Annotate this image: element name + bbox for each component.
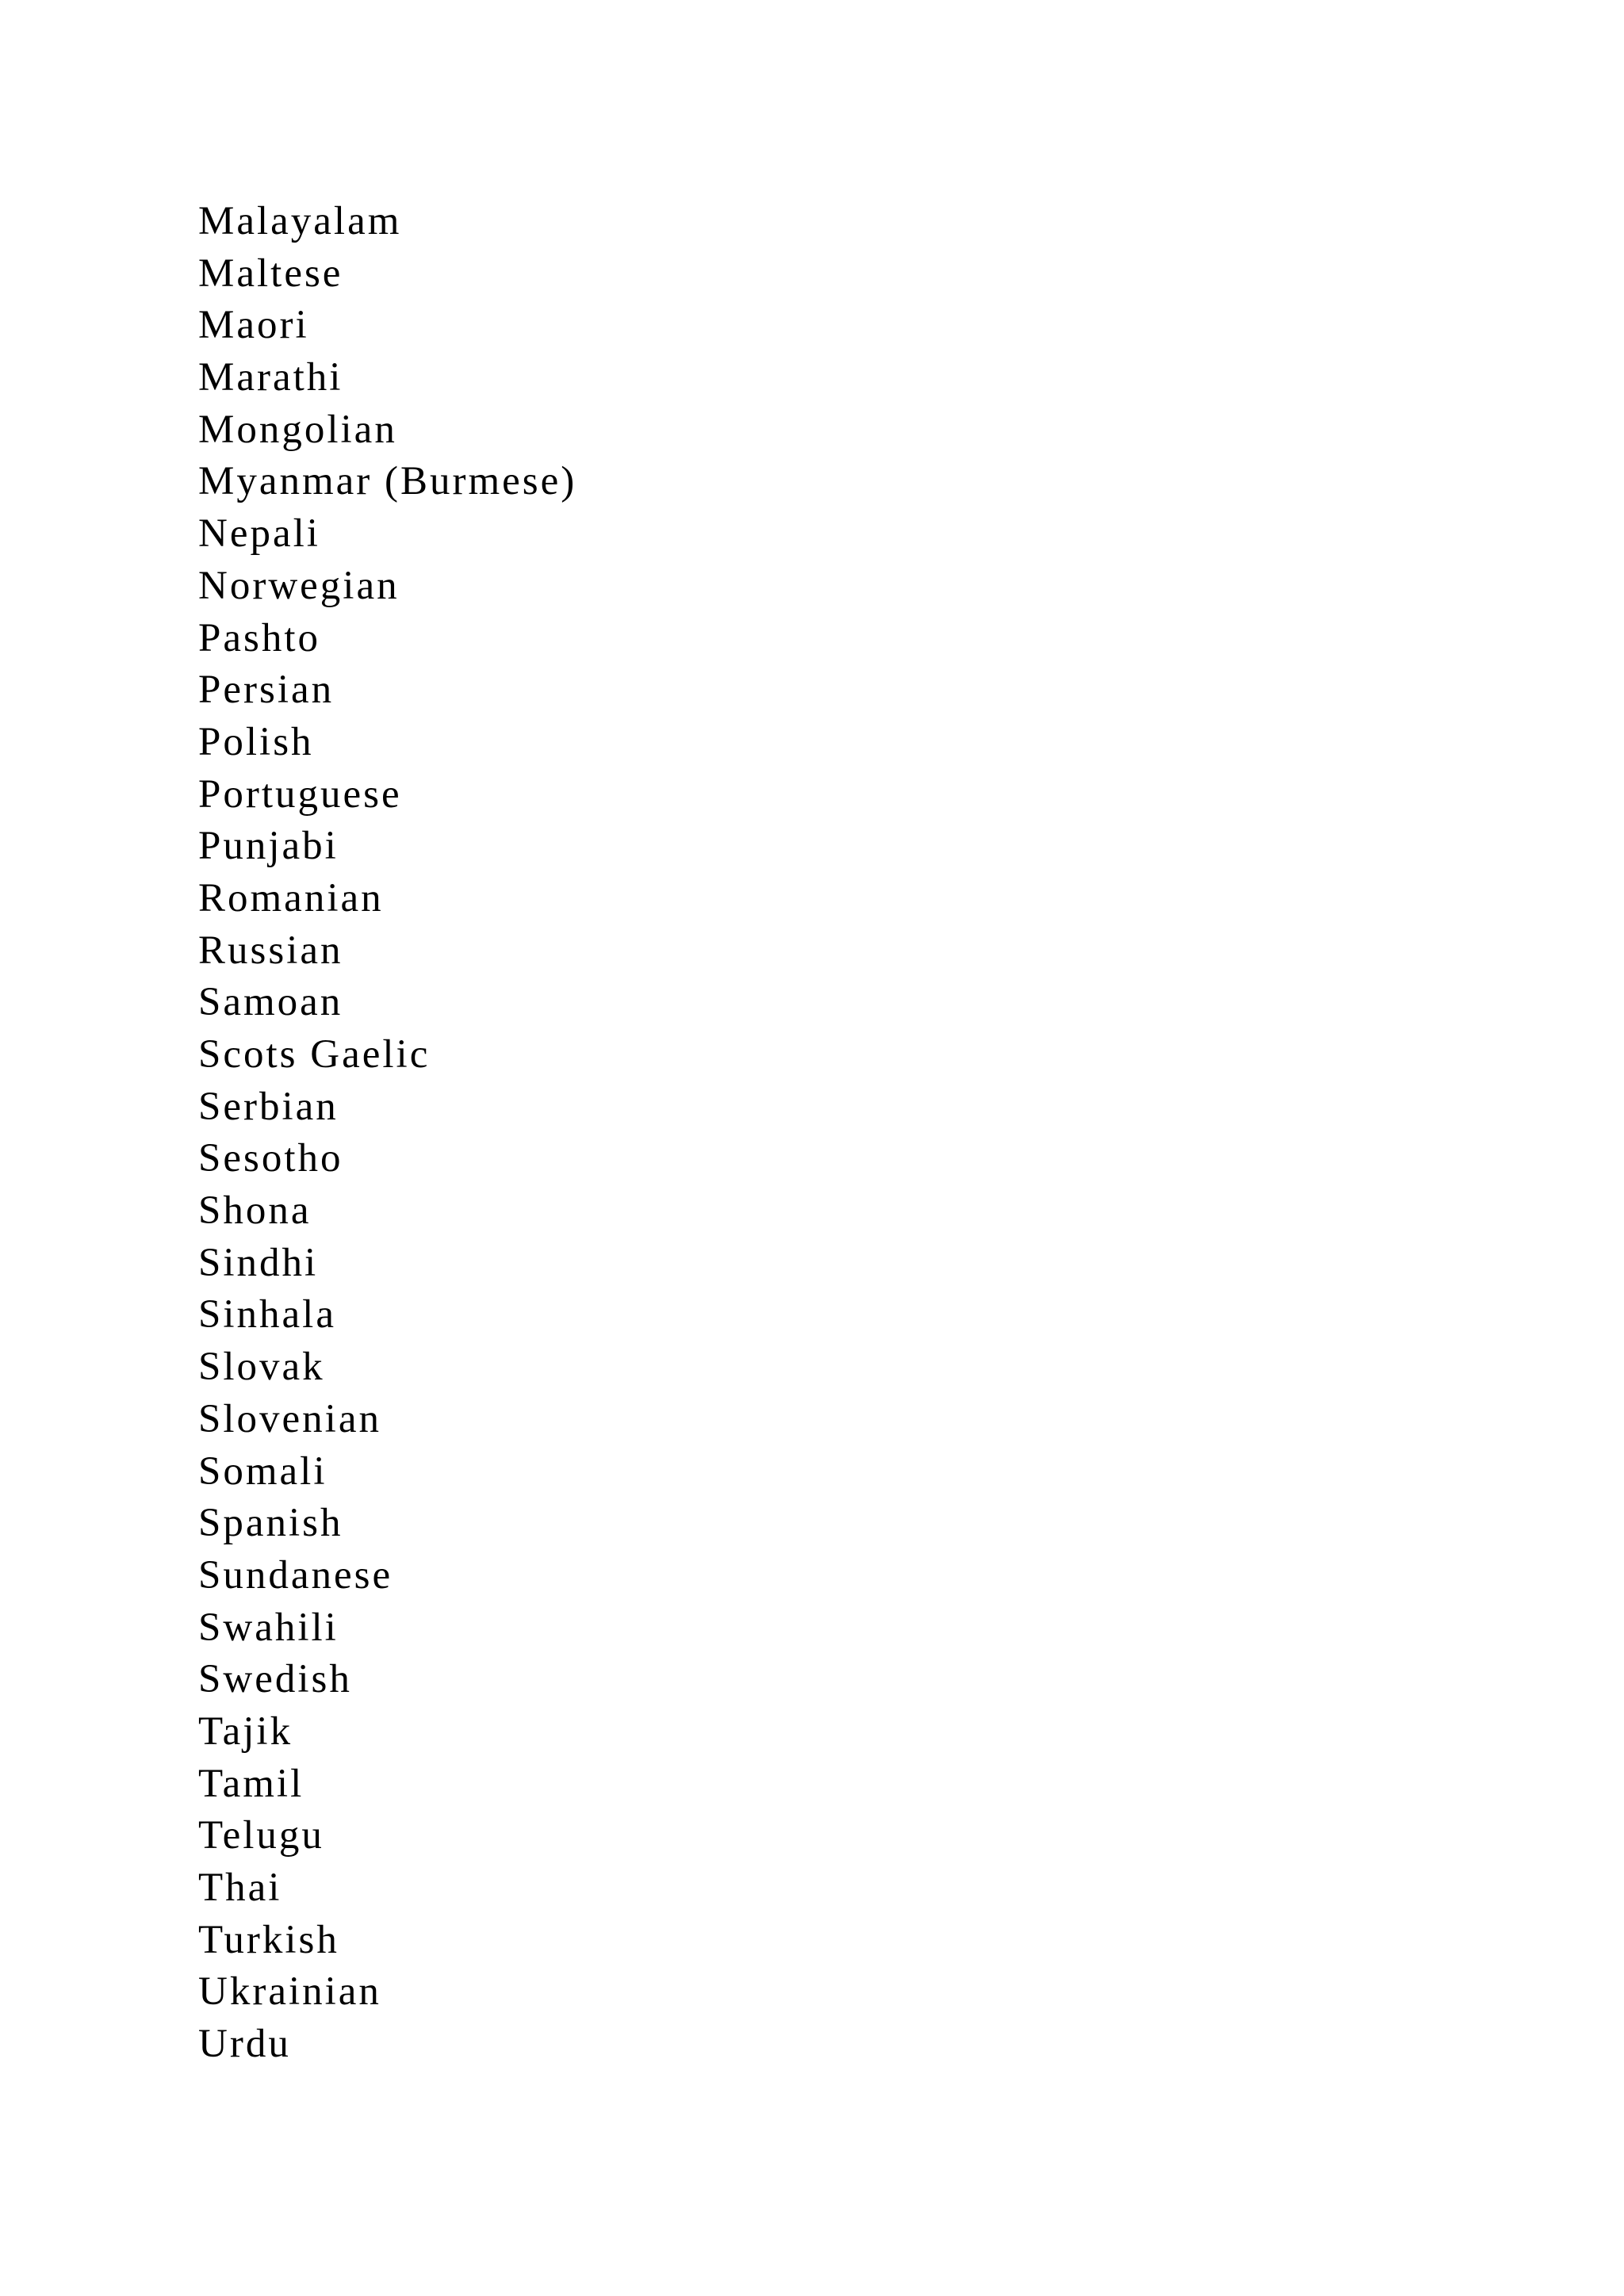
list-item: Tamil (198, 1761, 304, 1806)
list-item: Sundanese (198, 1552, 393, 1598)
list-item: Mongolian (198, 407, 397, 452)
language-list (198, 196, 576, 2071)
list-item: Punjabi (198, 824, 339, 869)
list-item: Shona (198, 1188, 312, 1234)
list-item: Pashto (198, 615, 321, 660)
list-item: Urdu (198, 2022, 291, 2067)
list-item: Nepali (198, 511, 320, 557)
list-item: Portuguese (198, 771, 402, 817)
list-item: Turkish (198, 1917, 339, 1962)
list-item: Thai (198, 1866, 282, 1910)
list-item: Norwegian (198, 563, 400, 608)
list-item: Romanian (198, 875, 384, 920)
list-item: Sesotho (198, 1136, 343, 1181)
list-item: Slovenian (198, 1396, 381, 1441)
list-item: Malayalam (198, 199, 402, 243)
list-item: Myanmar (Burmese) (198, 459, 577, 504)
list-item: Telugu (198, 1813, 324, 1858)
list-item: Polish (198, 719, 314, 764)
list-item: Samoan (198, 980, 343, 1025)
list-item: Swahili (198, 1605, 339, 1650)
list-item: Persian (198, 668, 335, 713)
list-item: Russian (198, 928, 343, 973)
list-item: Tajik (198, 1709, 293, 1754)
list-item: Marathi (198, 355, 343, 400)
list-item: Maltese (198, 251, 343, 296)
list-item: Swedish (198, 1657, 352, 1702)
list-item: Somali (198, 1448, 327, 1494)
list-item: Sinhala (198, 1292, 336, 1337)
list-item: Serbian (198, 1084, 339, 1129)
list-item: Spanish (198, 1501, 343, 1546)
list-item: Scots Gaelic (198, 1032, 431, 1077)
list-item: Ukrainian (198, 1969, 381, 2015)
list-item: Maori (198, 303, 309, 348)
list-item: Sindhi (198, 1240, 319, 1285)
list-item: Slovak (198, 1345, 325, 1390)
